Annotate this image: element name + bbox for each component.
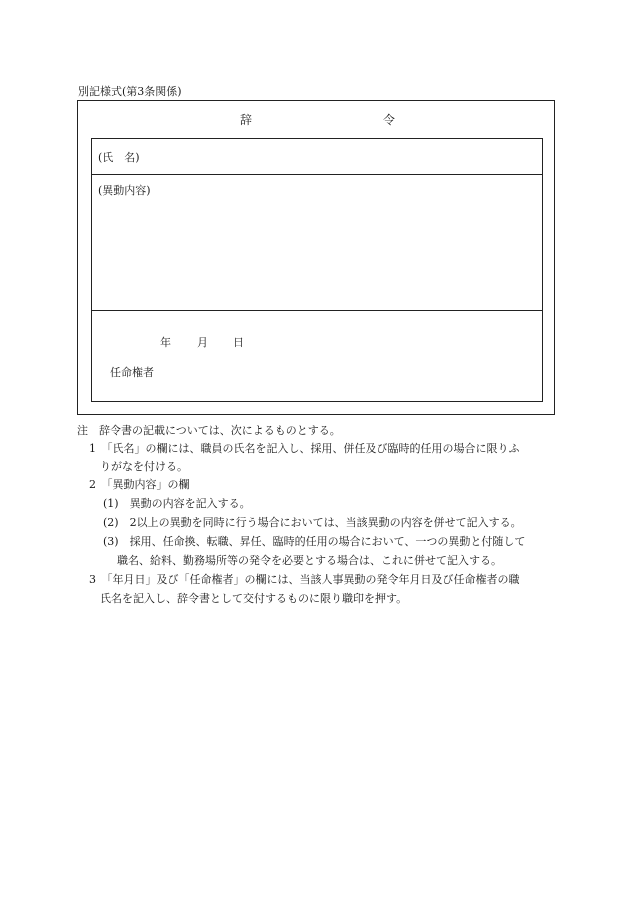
name-label: (氏 名) (98, 151, 140, 164)
form-fields-box (91, 138, 543, 402)
note-item-1-line-1: 1 「氏名」の欄には、職員の氏名を記入し、採用、併任及び臨時的任用の場合に限りふ (89, 442, 520, 455)
document-title-right: 令 (383, 113, 396, 127)
form-label: 別記様式(第3条関係) (78, 85, 182, 98)
note-item-2-sub-3-line-1: (3) 採用、任命換、転職、昇任、臨時的任用の場合において、一つの異動と付随して (103, 535, 526, 548)
note-item-2-sub-3-line-2: 職名、給料、勤務場所等の発令を必要とする場合は、これに併せて記入する。 (117, 554, 502, 567)
note-item-2: 2 「異動内容」の欄 (89, 478, 190, 491)
note-item-1-line-2: りがなを付ける。 (100, 460, 188, 473)
date-line (160, 336, 244, 349)
date-year-label: 年 (160, 336, 171, 349)
transfer-content-label: (異動内容) (98, 184, 151, 197)
note-item-2-sub-1: (1) 異動の内容を記入する。 (103, 497, 251, 510)
appointment-form (77, 100, 555, 415)
notes-intro: 注 辞令書の記載については、次によるものとする。 (77, 424, 341, 437)
document-title-left: 辞 (240, 113, 253, 127)
date-month-label: 月 (197, 336, 208, 349)
transfer-content-field (92, 175, 542, 311)
note-item-3-line-1: 3 「年月日」及び「任命権者」の欄には、当該人事異動の発令年月日及び任命権者の職 (89, 573, 520, 586)
date-authority-field (92, 311, 542, 401)
appointing-authority-label: 任命権者 (110, 366, 154, 379)
note-item-3-line-2: 氏名を記入し、辞令書として交付するものに限り職印を押す。 (100, 592, 408, 605)
date-day-label: 日 (233, 336, 244, 349)
note-item-2-sub-2: (2) 2以上の異動を同時に行う場合においては、当該異動の内容を併せて記入する。 (103, 516, 522, 529)
name-field (92, 139, 542, 175)
